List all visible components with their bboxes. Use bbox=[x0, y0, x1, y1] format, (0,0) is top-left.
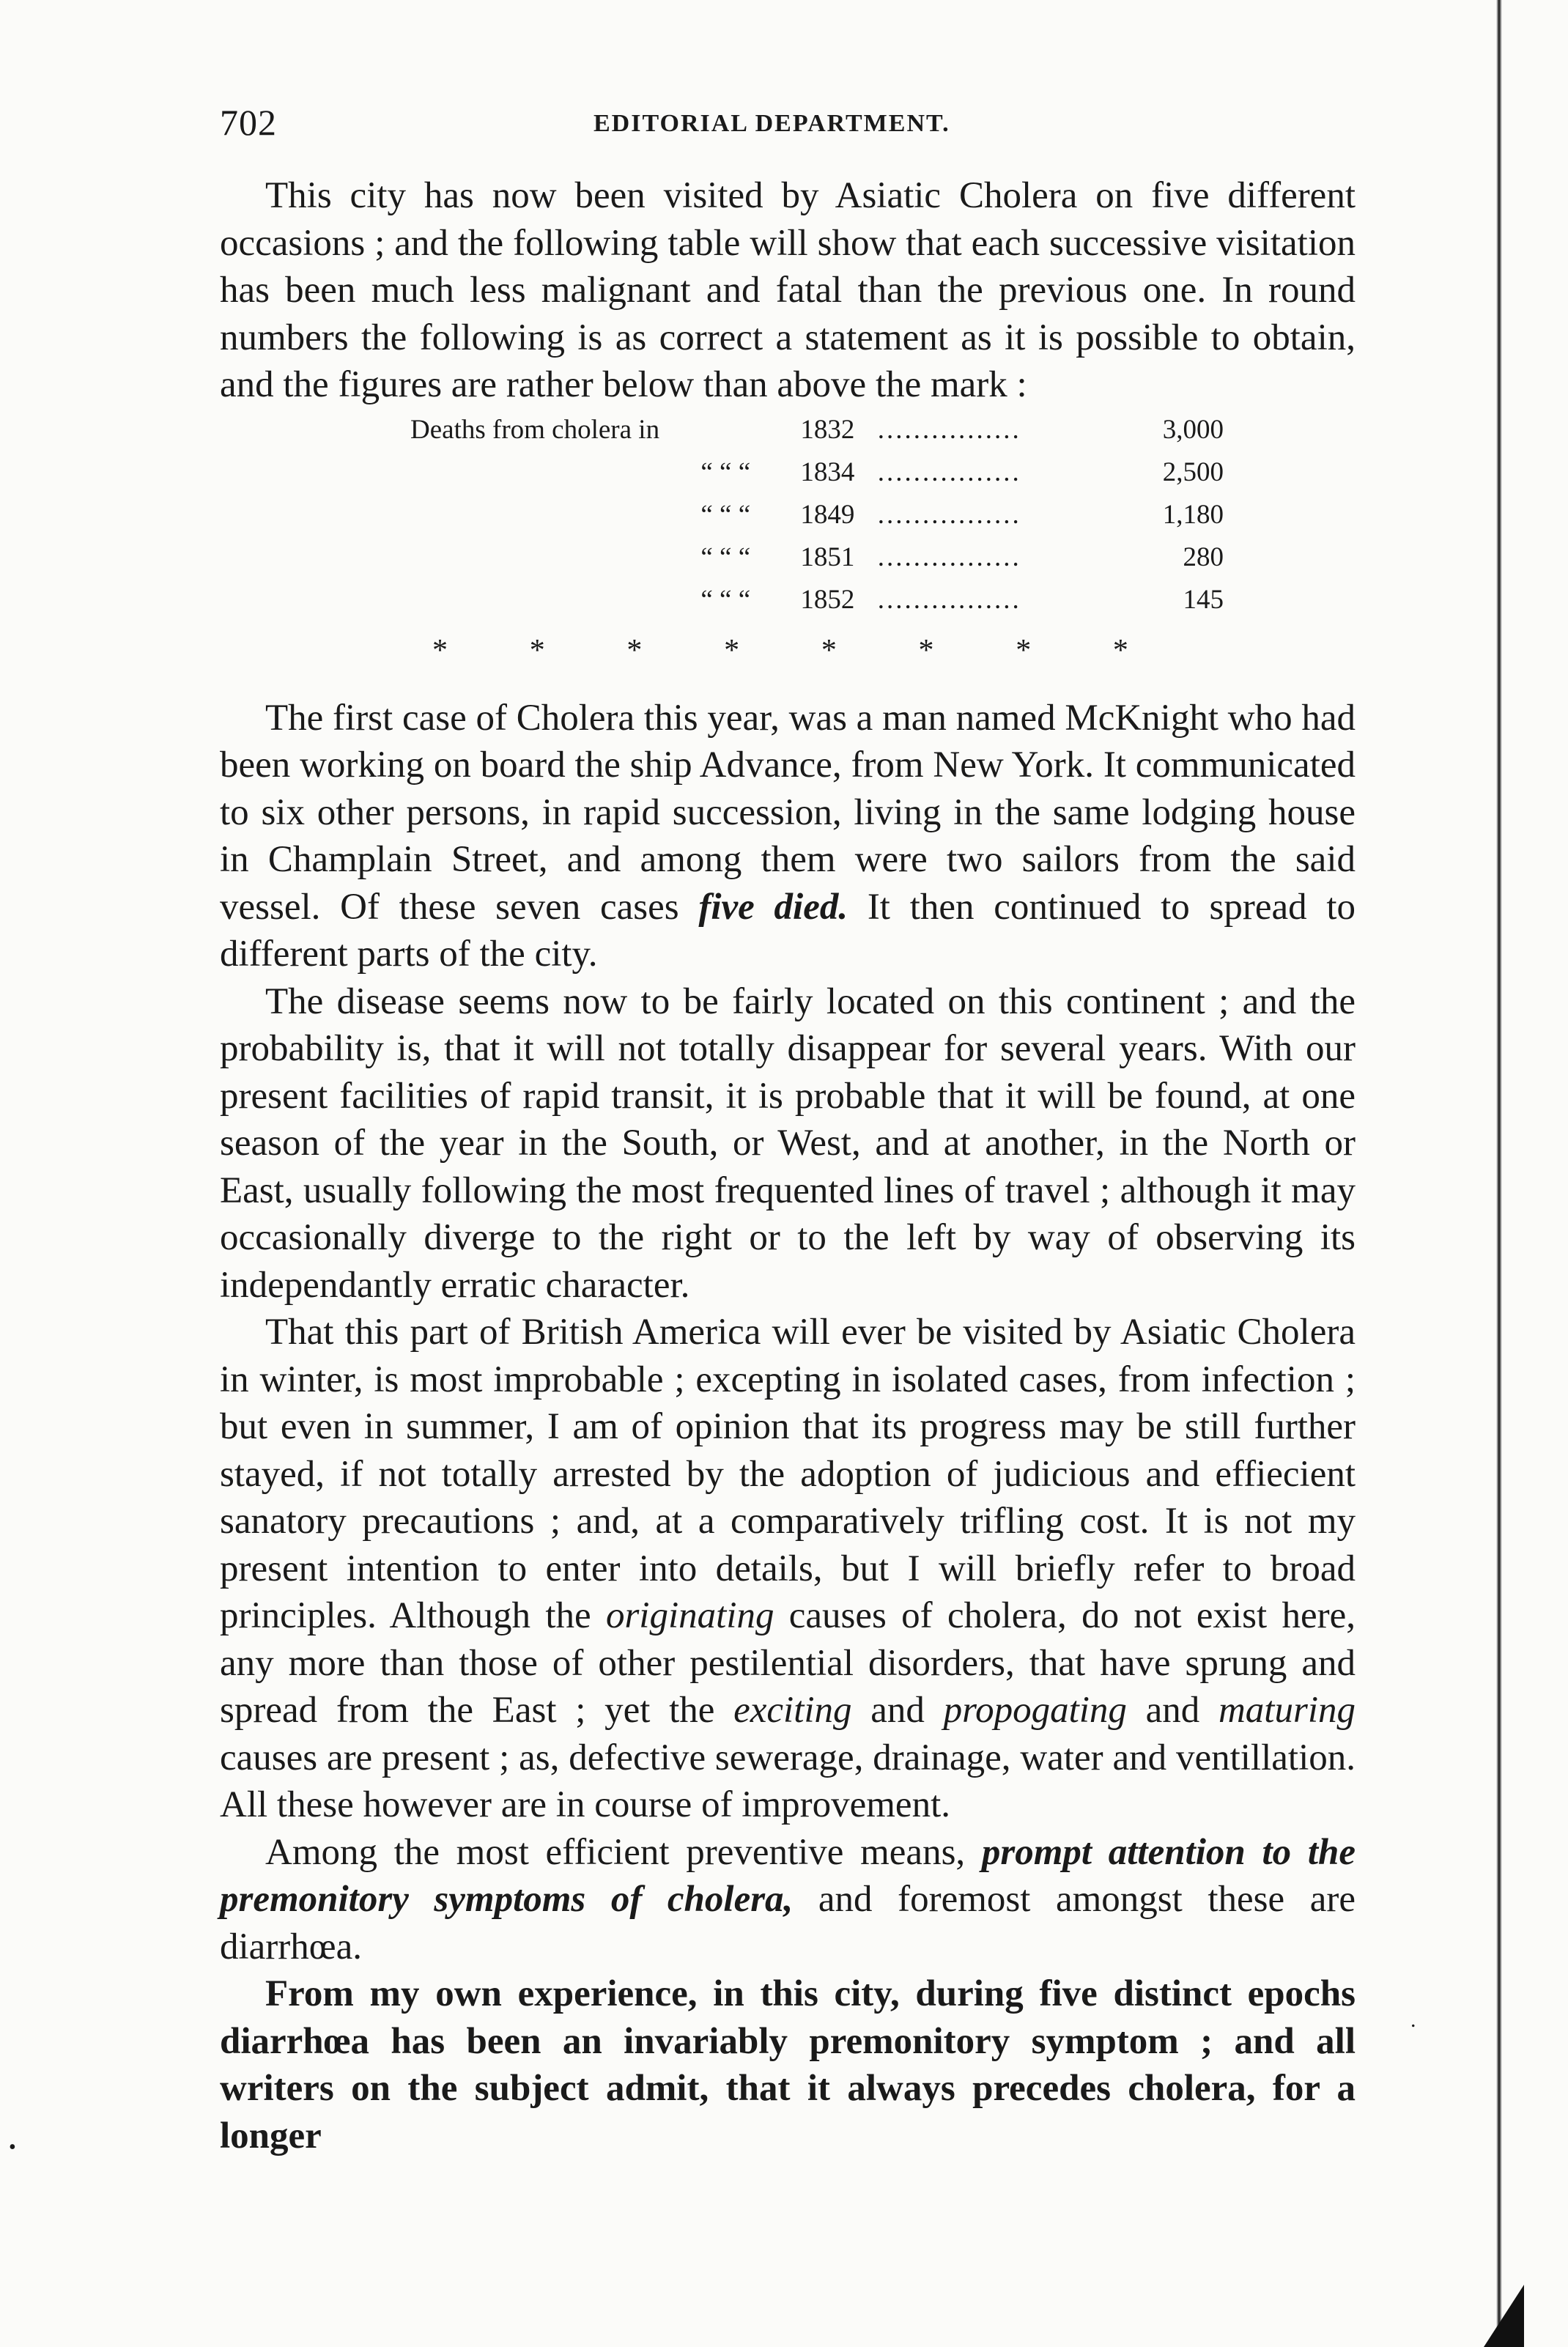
margin-dot-mark: . bbox=[1410, 2008, 1416, 2032]
table-year: 1852 bbox=[800, 584, 855, 615]
table-leader-dots: ................ bbox=[877, 542, 1021, 572]
table-leader-dots: ................ bbox=[877, 499, 1021, 530]
page-gutter-shadow bbox=[1496, 0, 1502, 2347]
table-year: 1834 bbox=[800, 457, 855, 487]
separator-star: * bbox=[724, 633, 740, 668]
table-deaths: 280 bbox=[1183, 542, 1224, 572]
emphasis-exciting: exciting bbox=[733, 1690, 852, 1731]
paragraph-british-america: That this part of British America will ever be visited by Asiatic Cholera in winter, is most improbable ; excepting in isolated cases, from infection ; but even in summer, I am of opinion that its progress may be still further stayed, if not totally arrested by the adoption of judicious and effiecient sanatory precautions ; and, at a comparatively trifling cost. It is not my present intention to enter into details, but I will briefly refer to broad principles. Although the originating causes of cholera, do not exist here, any more than those of other pestilential disorders, that have sprung and spread from the East ; yet the exciting and propogating and maturing causes are present ; as, defective sewerage, drainage, water and ventillation. All these however are in course of improvement. bbox=[220, 1312, 1356, 1825]
emphasis-five-died: five died. bbox=[698, 886, 848, 928]
section-separator bbox=[432, 629, 1128, 673]
separator-star: * bbox=[1016, 633, 1032, 668]
article-body bbox=[220, 172, 1356, 2159]
table-row bbox=[410, 409, 1224, 451]
margin-bullet-mark: • bbox=[9, 2136, 16, 2159]
page-corner-mark bbox=[1484, 2285, 1524, 2347]
separator-star: * bbox=[918, 633, 934, 668]
separator-star: * bbox=[529, 633, 545, 668]
table-leader-dots: ................ bbox=[877, 584, 1021, 615]
table-row bbox=[410, 536, 1224, 579]
table-ditto-marks: “ “ “ bbox=[700, 542, 751, 572]
table-year: 1832 bbox=[800, 414, 855, 445]
table-year: 1851 bbox=[800, 542, 855, 572]
page-number: 702 bbox=[220, 102, 277, 143]
separator-star: * bbox=[821, 633, 837, 668]
separator-star: * bbox=[432, 633, 448, 668]
separator-star: * bbox=[626, 633, 643, 668]
cholera-deaths-table bbox=[410, 409, 1224, 621]
paragraph-own-experience: From my own experience, in this city, during five distinct epochs diarrhœa has been an invariably premonitory symptom ; and all writers on the subject admit, that it always precedes cholera, for a longer bbox=[220, 1973, 1356, 2156]
separator-star: * bbox=[1112, 633, 1128, 668]
running-head: EDITORIAL DEPARTMENT. bbox=[593, 110, 950, 137]
emphasis-propogating: propogating bbox=[943, 1690, 1127, 1731]
table-ditto-marks: “ “ “ bbox=[700, 457, 751, 487]
emphasis-prompt-attention: prompt attention to the premonitory symptoms of cholera, bbox=[220, 1831, 1356, 1920]
table-ditto-marks: “ “ “ bbox=[700, 584, 751, 615]
table-deaths: 1,180 bbox=[1162, 499, 1224, 530]
emphasis-originating: originating bbox=[605, 1595, 774, 1636]
table-leader-dots: ................ bbox=[877, 457, 1021, 487]
table-leader-dots: ................ bbox=[877, 414, 1021, 445]
table-deaths: 145 bbox=[1183, 584, 1224, 615]
paragraph-first-case: The first case of Cholera this year, was a man named McKnight who had been working on board the ship Advance, from New York. It communicated to six other persons, in rapid succession, living in the same lodging house in Champlain Street, and among them were two sailors from the said vessel. Of these seven cases five died. It then continued to spread to different parts of the city. bbox=[220, 697, 1356, 975]
table-year: 1849 bbox=[800, 499, 855, 530]
table-ditto-marks: “ “ “ bbox=[700, 499, 751, 530]
table-deaths: 3,000 bbox=[1162, 414, 1224, 445]
table-label: Deaths from cholera in bbox=[410, 414, 660, 445]
page-header bbox=[220, 101, 1356, 152]
paragraph-intro: This city has now been visited by Asiatic Cholera on five different occasions ; and the following table will show that each successive visitation has been much less malignant and fatal than the previous one. In round numbers the following is as correct a statement as it is possible to obtain, and the figures are rather below than above the mark : bbox=[220, 175, 1356, 405]
table-deaths: 2,500 bbox=[1162, 457, 1224, 487]
table-row bbox=[410, 494, 1224, 536]
paragraph-preventive-means: Among the most efficient preventive means, prompt attention to the premonitory symptoms of cholera, and foremost amongst these are diarrhœa. bbox=[220, 1831, 1356, 1967]
paragraph-disease-located: The disease seems now to be fairly located on this continent ; and the probability is, that it will not totally disappear for several years. With our present facilities of rapid transit, it is probable that it will be found, at one season of the year in the South, or West, and at another, in the North or East, usually following the most frequented lines of travel ; although it may occasionally diverge to the right or to the left by way of observing its independantly erratic character. bbox=[220, 980, 1356, 1306]
emphasis-maturing: maturing bbox=[1218, 1690, 1356, 1731]
table-row bbox=[410, 579, 1224, 621]
table-row bbox=[410, 451, 1224, 494]
